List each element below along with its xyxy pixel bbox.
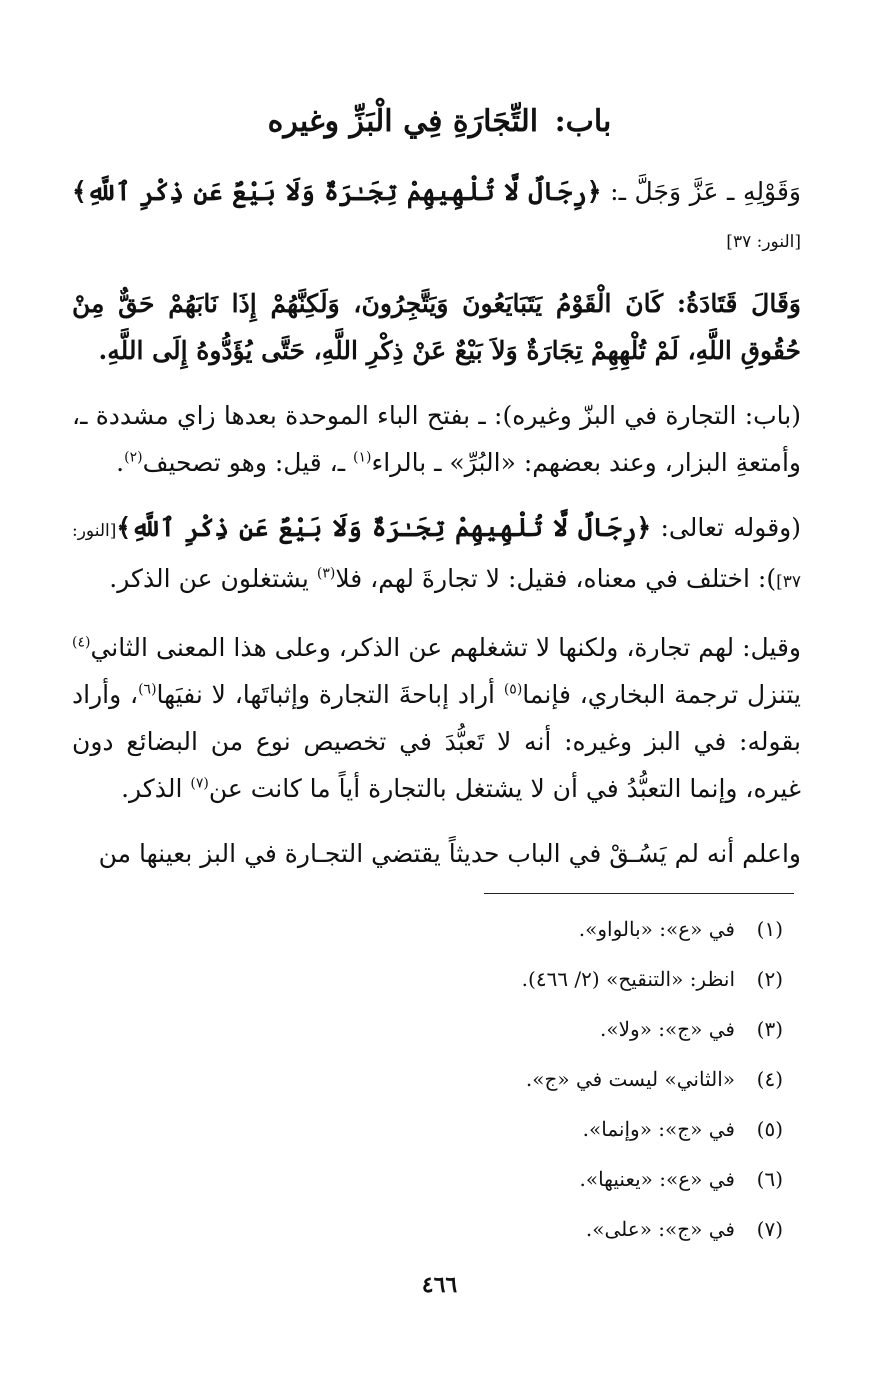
footnote-number: (٤): [756, 1067, 783, 1091]
commentary-paragraph-2: [72, 504, 801, 606]
chapter-title-text: التِّجَارَةِ فِي الْبَزِّ وغيره: [267, 104, 539, 139]
footnote-text: «الثاني» ليست في «ج».: [525, 1067, 735, 1091]
footnote-ref: (٢): [124, 449, 143, 466]
text-span: يتنزل ترجمة البخاري، فإنما: [522, 680, 801, 709]
intro-verse: ﴿رِجَالٌ لَّا تُلْهِيهِمْ تِجَـٰرَةٌ وَلَا بَيْعٌ عَن ذِكْرِ ٱللَّهِ﴾: [72, 177, 602, 206]
footnote-number: (٥): [756, 1117, 783, 1141]
footnote-text: في «ع»: «بالواو».: [578, 917, 735, 941]
footnote-ref: (٥): [503, 681, 523, 698]
footnote-item: [96, 1007, 783, 1057]
commentary-verse: ﴿رِجَالٌ لَّا تُلْهِيهِمْ تِجَـٰرَةٌ وَلَا بَيْعٌ عَن ذِكْرِ ٱللَّهِ﴾: [116, 513, 652, 542]
intro-lead: وَقَوْلِهِ ـ عَزَّ وَجَلَّ ـ:: [610, 177, 801, 206]
text-span: أراد إباحةَ التجارة وإثباتَها، لا نفيَها: [156, 680, 504, 709]
commentary-paragraph-4: واعلم أنه لم يَسُـقْ في الباب حديثاً يقتضي التجـارة في البز بعينها من: [98, 839, 801, 868]
footnote-text: في «ع»: «يعنيها».: [579, 1167, 735, 1191]
commentary-verse-ref: [النور: ٣٧]: [72, 521, 801, 592]
text-span: يشتغلون عن الذكر.: [109, 564, 317, 593]
intro-verse-ref: [النور: ٣٧]: [726, 232, 801, 252]
page-number: ٤٦٦: [421, 1272, 458, 1298]
footnote-number: (٣): [756, 1017, 783, 1041]
text-span: .: [116, 448, 125, 477]
footnote-number: (٧): [756, 1217, 783, 1241]
footnote-number: (١): [756, 917, 783, 941]
text-span: ، وأراد بقوله: في البز وغيره: أنه لا تَعبُّدَ في تخصيص نوع من البضائع دون غيره، وإنما التعبُّدُ في أن لا يشتغل بالتجارة أياً ما كانت عن: [72, 680, 801, 803]
footnote-item: [96, 957, 783, 1007]
chapter-bab-label: باب:: [554, 104, 612, 139]
commentary-paragraph-1: [72, 392, 801, 486]
footnote-ref: (٦): [138, 681, 157, 698]
footnote-text: في «ج»: «على».: [585, 1217, 735, 1241]
text-span: (باب: التجارة في البزّ وغيره): ـ بفتح الباء الموحدة بعدها زاي مشددة ـ، وأمتعةِ البزار، وعند بعضهم: «البُرِّ» ـ بالراء: [72, 401, 801, 477]
footnote-ref: (٤): [72, 634, 91, 651]
footnote-ref: (٧): [190, 775, 209, 792]
text-span: (وقوله تعالى:: [651, 513, 801, 542]
footnote-item: [96, 1107, 783, 1157]
footnote-item: [96, 1157, 783, 1207]
text-span: ): اختلف في معناه، فقيل: لا تجارةَ لهم، فلا: [335, 564, 777, 593]
footnote-number: (٢): [756, 967, 783, 991]
main-text: [72, 168, 801, 895]
text-span: ـ، قيل: وهو تصحيف: [142, 448, 353, 477]
footnote-divider: [484, 893, 794, 894]
footnote-ref: (١): [353, 449, 372, 466]
footnote-number: (٦): [756, 1167, 783, 1191]
footnote-item: [96, 1057, 783, 1107]
footnote-item: [96, 1207, 783, 1257]
footnote-text: في «ج»: «وإنما».: [582, 1117, 735, 1141]
footnote-text: في «ج»: «ولا».: [600, 1017, 735, 1041]
chapter-title: [0, 104, 879, 139]
footnote-item: [96, 907, 783, 957]
commentary-paragraph-3: [72, 624, 801, 812]
footnote-ref: (٣): [316, 565, 336, 582]
intro-paragraph: [72, 168, 801, 266]
qatada-paragraph: وَقَالَ قَتَادَةُ: كَانَ الْقَوْمُ يَتَبَايَعُونَ وَيَتَّجِرُونَ، وَلَكِنَّهُمْ إِذَا نَابَهُمْ حَقٌّ مِنْ حُقُوقِ اللَّهِ، لَمْ تُلْهِهِمْ تِجَارَةٌ وَلاَ بَيْعٌ عَنْ ذِكْرِ اللَّهِ، حَتَّى يُؤَدُّوهُ إِلَى اللَّهِ.: [72, 289, 801, 365]
text-span: الذكر.: [121, 774, 191, 803]
text-span: وقيل: لهم تجارة، ولكنها لا تشغلهم عن الذكر، وعلى هذا المعنى الثاني: [90, 633, 801, 662]
footnotes: [96, 907, 783, 1257]
footnote-text: انظر: «التنقيح» (٢/ ٤٦٦).: [521, 967, 735, 991]
